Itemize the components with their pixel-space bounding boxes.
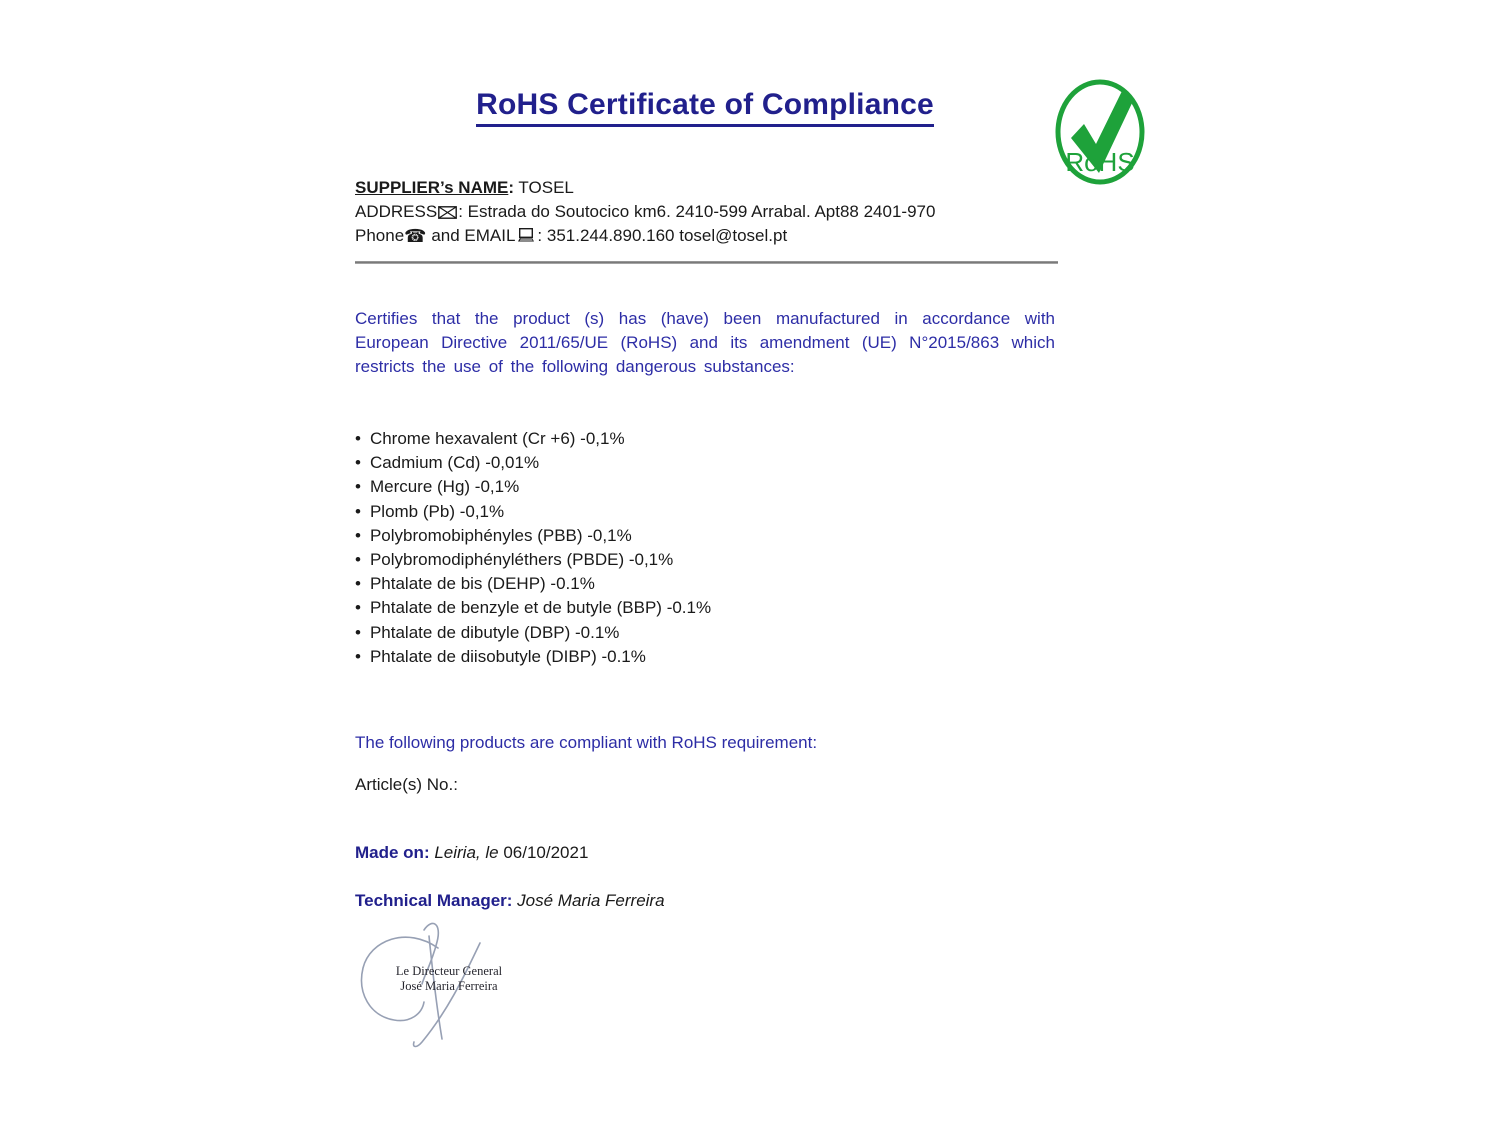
supplier-name-value: TOSEL <box>514 178 574 197</box>
substance-item <box>355 500 1055 524</box>
made-on-date: 06/10/2021 <box>498 843 589 862</box>
articles-label: Article(s) No.: <box>355 775 458 794</box>
bullet-marker: • <box>355 646 361 666</box>
divider-rule <box>355 261 1058 264</box>
supplier-name-colon: : <box>508 178 515 197</box>
certification-statement: Certifies that the product (s) has (have) been manufactured in accordance with European Directive 2011/65/UE (RoHS) and its amendment (UE) N°2015/863 which restricts the use of the following dangerous substances: <box>355 309 1055 376</box>
manager-name: José Maria Ferreira <box>512 891 665 910</box>
substance-text: Phtalate de dibutyle (DBP) -0.1% <box>369 622 620 642</box>
phone-label: Phone <box>355 226 405 245</box>
substance-item <box>355 524 1055 548</box>
computer-icon <box>516 228 536 243</box>
substance-text: Phtalate de bis (DEHP) -0.1% <box>369 574 595 594</box>
bullet-marker: • <box>355 598 361 618</box>
substance-item <box>355 572 1055 596</box>
substance-item <box>355 645 1055 669</box>
substance-text: Chrome hexavalent (Cr +6) -0,1% <box>369 429 625 448</box>
substance-item <box>355 475 1055 499</box>
substance-text: Polybromodiphényléthers (PBDE) -0,1% <box>369 550 674 570</box>
signature-line1: Le Directeur General <box>395 964 503 978</box>
address-value: : Estrada do Soutocico km6. 2410-599 Arrabal. Apt88 2401-970 <box>458 202 936 221</box>
substance-text: Mercure (Hg) -0,1% <box>369 477 520 497</box>
compliance-line: The following products are compliant with RoHS requirement: <box>355 733 818 752</box>
substance-text: Phtalate de diisobutyle (DIBP) -0.1% <box>369 646 646 666</box>
substance-item <box>355 427 1055 451</box>
made-on-label: Made on: <box>355 843 430 862</box>
page-title: RoHS Certificate of Compliance <box>476 88 934 127</box>
bullet-marker: • <box>355 453 361 473</box>
bullet-marker: • <box>355 525 361 545</box>
supplier-name-line <box>355 176 1065 200</box>
signature-text <box>393 964 505 994</box>
bullet-marker: • <box>355 550 361 570</box>
signature-line2: José Maria Ferreira <box>400 979 498 993</box>
title-wrap <box>355 88 1055 127</box>
substance-item <box>355 548 1055 572</box>
manager-label: Technical Manager: <box>355 891 513 910</box>
substance-text: Plomb (Pb) -0,1% <box>369 501 505 521</box>
substance-item <box>355 596 1055 620</box>
bullet-marker: • <box>355 574 361 594</box>
substance-text: Polybromobiphényles (PBB) -0,1% <box>369 525 632 545</box>
bullet-marker: • <box>355 477 361 497</box>
bullet-marker: • <box>355 622 361 642</box>
address-label: ADDRESS <box>355 202 438 221</box>
supplier-address-line <box>355 200 1065 224</box>
substance-item <box>355 621 1055 645</box>
made-on-line <box>355 843 588 863</box>
supplier-name-label: SUPPLIER’s NAME <box>355 178 509 197</box>
bullet-marker: • <box>355 501 361 521</box>
made-on-place: Leiria, le <box>429 843 499 862</box>
rohs-check-logo <box>1053 79 1147 185</box>
phone-icon: ☎ <box>404 226 427 247</box>
substance-text: Cadmium (Cd) -0,01% <box>369 453 540 473</box>
email-label: and EMAIL <box>426 226 516 245</box>
substance-text: Phtalate de benzyle et de butyle (BBP) -0.1% <box>369 598 712 618</box>
rohs-logo-label: RoHS <box>1065 147 1135 177</box>
supplier-block <box>355 176 1065 249</box>
envelope-icon <box>438 206 457 219</box>
contact-value: : 351.244.890.160 tosel@tosel.pt <box>537 226 788 245</box>
substance-list <box>355 427 1055 669</box>
substance-item <box>355 451 1055 475</box>
supplier-contact-line <box>355 224 1065 249</box>
bullet-marker: • <box>355 429 361 448</box>
technical-manager-line <box>355 891 665 911</box>
